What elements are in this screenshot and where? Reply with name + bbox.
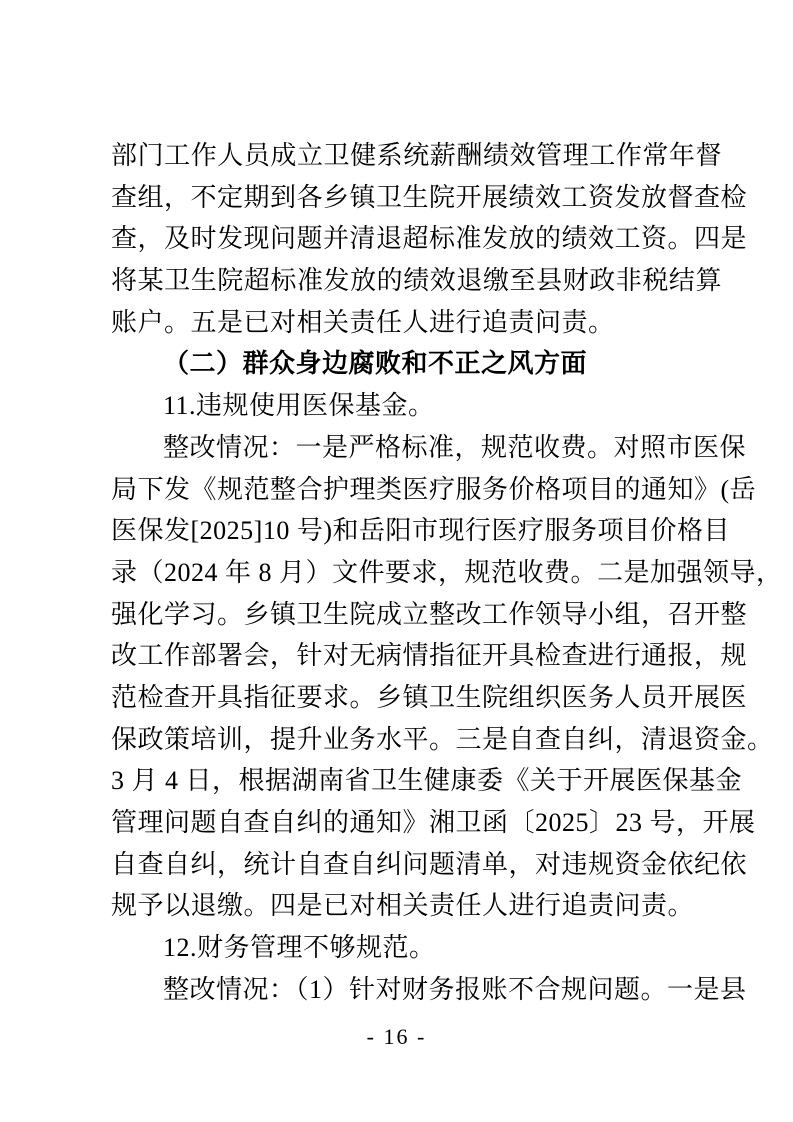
text-line: 将某卫生院超标准发放的绩效退缴至县财政非税结算 [111,266,722,296]
text-line: 账户。五是已对相关责任人进行追责问责。 [111,307,615,337]
text-line: （二）群众身边腐败和不正之风方面 [163,349,588,379]
item-12-rectification [111,969,747,1011]
text-line: 查组，不定期到各乡镇卫生院开展绩效工资发放督查检 [111,182,748,212]
text-line: 11.违规使用医保基金。 [163,391,435,421]
item-11-title [111,385,722,427]
text-line: 12.财务管理不够规范。 [163,933,436,963]
text-line: 录（2024 年 8 月）文件要求，规范收费。二是加强领导， [111,557,783,587]
document-body [111,135,783,1010]
text-line: 改工作部署会，针对无病情指征开具检查进行通报，规 [111,641,748,671]
text-line: 管理问题自查自纠的通知》湘卫函〔2025〕23 号，开展 [111,808,756,837]
item-11-rectification [111,427,783,927]
text-line: 整改情况：一是严格标准，规范收费。对照市医保 [163,432,747,462]
text-line: 医保发[2025]10 号)和岳阳市现行医疗服务项目价格目 [111,516,730,546]
page-footer [0,1022,793,1052]
heading-section-2 [111,343,722,385]
para-performance-pay-rectification-continued [111,135,748,343]
item-12-title [111,927,722,969]
text-line: 自查自纠，统计自查自纠问题清单，对违规资金依纪依 [111,849,748,879]
text-line: 查，及时发现问题并清退超标准发放的绩效工资。四是 [111,224,748,254]
text-line: 局下发《规范整合护理类医疗服务价格项目的通知》(岳 [111,474,757,504]
text-line: 规予以退缴。四是已对相关责任人进行追责问责。 [111,891,695,921]
page-number: - 16 - [366,1024,427,1049]
text-line: 强化学习。乡镇卫生院成立整改工作领导小组，召开整 [111,599,748,629]
text-line: 范检查开具指征要求。乡镇卫生院组织医务人员开展医 [111,682,748,712]
text-line: 整改情况：（1）针对财务报账不合规问题。一是县 [163,974,747,1004]
text-line: 3 月 4 日，根据湖南省卫生健康委《关于开展医保基金 [111,766,743,796]
text-line: 部门工作人员成立卫健系统薪酬绩效管理工作常年督 [111,141,722,170]
text-line: 保政策培训，提升业务水平。三是自查自纠，清退资金。 [111,724,774,754]
